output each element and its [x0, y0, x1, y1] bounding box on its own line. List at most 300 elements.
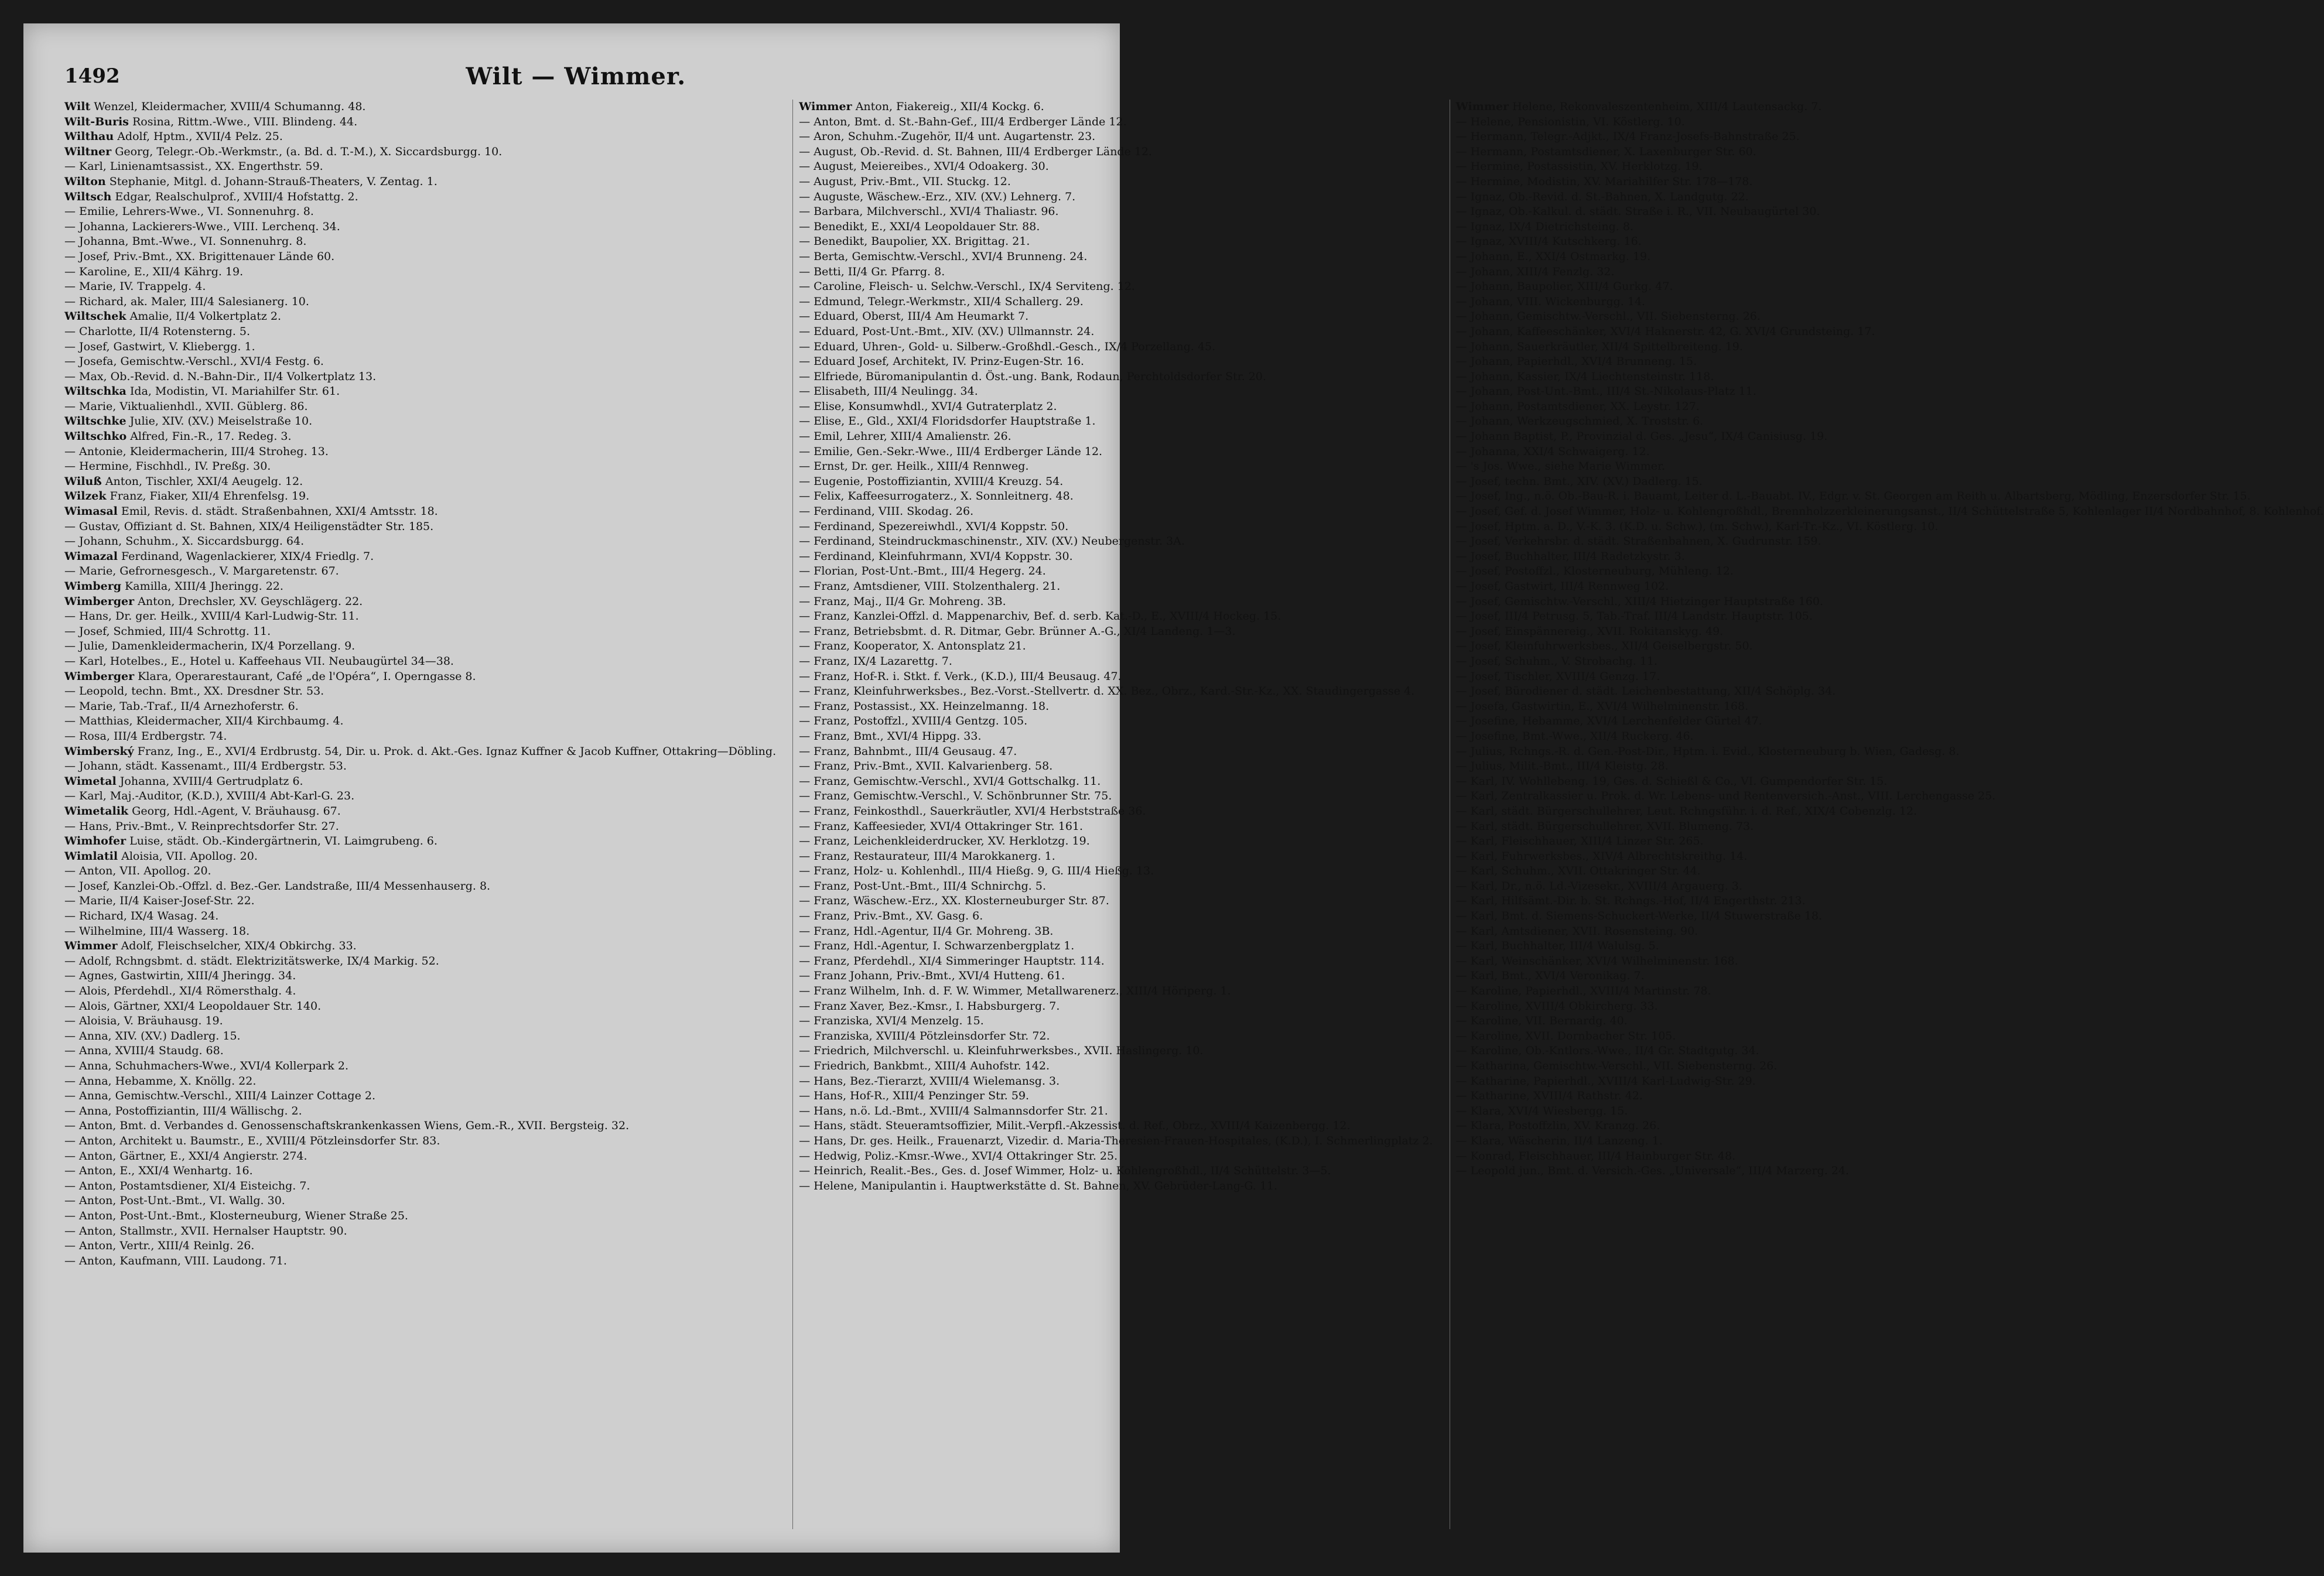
entry-text: — Franz, Bmt., XVI/4 Hippg. 33.: [799, 729, 982, 743]
entry-text: — Julie, Damenkleidermacherin, IX/4 Porzellang. 9.: [64, 640, 356, 653]
directory-entry: [1456, 265, 2324, 280]
directory-entry: [799, 594, 1433, 610]
entry-text: — Richard, IX/4 Wasag. 24.: [64, 910, 219, 923]
directory-entry: [799, 1044, 1433, 1059]
entry-surname: Wimmer: [1455, 100, 1509, 113]
entry-text: — Elise, Konsumwhdl., XVI/4 Gutraterplatz 2.: [799, 399, 1057, 413]
entry-text: — Josef, Tischler, XVIII/4 Genzg. 17.: [1455, 669, 1660, 683]
entry-text: — Josef, techn. Bmt., XIV. (XV.) Dadlerg. 15.: [1455, 474, 1703, 488]
entry-text: — Anton, Stallmstr., XVII. Hernalser Hauptstr. 90.: [64, 1224, 347, 1237]
directory-entry: [799, 354, 1433, 370]
directory-entry: [799, 159, 1433, 175]
directory-entry: [64, 864, 776, 879]
entry-text: — Anna, XIV. (XV.) Dadlerg. 15.: [64, 1029, 241, 1042]
entry-text: — Anna, Postoffiziantin, III/4 Wällischg. 2.: [64, 1104, 302, 1117]
directory-entry: [64, 1074, 776, 1089]
entry-text: — Johanna, XXI/4 Schwaigerg. 12.: [1455, 445, 1650, 458]
directory-entry: [799, 909, 1433, 924]
entry-text: — Johann, Gemischtw.-Verschl., VII. Siebensterng. 26.: [1455, 310, 1761, 323]
entry-text: — Hermann, Postamtsdiener, X. Laxenburger Str. 60.: [1455, 145, 1756, 158]
entry-text: Adolf, Hptm., XVII/4 Pelz. 25.: [117, 130, 283, 143]
entry-text: — Helene, Manipulantin i. Hauptwerkstätte d. St. Bahnen, XV. Gebrüder-Lang-G. 11.: [799, 1179, 1278, 1192]
entry-text: — Alois, Gärtner, XXI/4 Leopoldauer Str. 140.: [64, 999, 322, 1013]
entry-text: — Anna, Hebamme, X. Knöllg. 22.: [64, 1074, 257, 1088]
entry-text: — Matthias, Kleidermacher, XII/4 Kirchbaumg. 4.: [64, 715, 344, 728]
directory-entry: [799, 684, 1433, 699]
entry-text: Julie, XIV. (XV.) Meiselstraße 10.: [129, 415, 313, 428]
entry-surname: Wimazal: [64, 549, 118, 563]
entry-text: — Karl, Fleischhauer, XIII/4 Linzer Str. 265.: [1455, 835, 1704, 848]
page-header: [64, 59, 1079, 94]
directory-entry: [64, 639, 776, 654]
directory-entry: [799, 115, 1433, 130]
directory-entry: [1456, 879, 2324, 894]
directory-entry: [64, 175, 776, 190]
entry-text: — Hans, städt. Steueramtsoffizier, Milit.-Verpfl.-Akzessist. d. Ref., Obrz., XVIII/4 Kaizenbergg. 12.: [799, 1119, 1351, 1133]
directory-entry: [1456, 759, 2324, 774]
entry-text: — Franz, Postassist., XX. Heinzelmanng. 18.: [799, 699, 1050, 713]
directory-entry: [64, 100, 776, 115]
directory-entry: [1456, 819, 2324, 835]
directory-entry: [1456, 669, 2324, 685]
directory-entry: [1456, 279, 2324, 295]
directory-entry: [64, 354, 776, 370]
entry-surname: Wilzek: [64, 490, 107, 503]
entry-surname: Wiluß: [64, 474, 102, 488]
entry-text: — Karl, IV. Wohllebeng. 19, Ges. d. Schießl & Co., VI. Gumpendorfer Str. 15.: [1455, 774, 1888, 788]
entry-text: — Ernst, Dr. ger. Heilk., XIII/4 Rennweg.: [799, 460, 1029, 473]
directory-entry: [799, 834, 1433, 849]
directory-entry: [799, 370, 1433, 385]
directory-entry: [799, 1164, 1433, 1179]
entry-text: — Franz Johann, Priv.-Bmt., XVI/4 Hutteng. 61.: [799, 969, 1065, 983]
directory-entry: [1456, 924, 2324, 939]
directory-entry: [799, 234, 1433, 249]
directory-entry: [799, 1074, 1433, 1089]
entry-text: — Franz, Feinkosthdl., Sauerkräutler, XVI/4 Herbststraße 36.: [799, 804, 1146, 818]
directory-entry: [1456, 519, 2324, 535]
directory-entry: [1456, 1059, 2324, 1074]
directory-entry: [1456, 459, 2324, 474]
entry-text: — Franz, Priv.-Bmt., XVII. Kalvarienberg. 58.: [799, 760, 1053, 773]
directory-entry: [64, 909, 776, 924]
entry-text: — Ignaz, IX/4 Dietrichsteing. 8.: [1455, 220, 1633, 233]
directory-entry: [64, 654, 776, 669]
entry-surname: Wimhofer: [64, 835, 127, 848]
entry-surname: Wiltschek: [64, 310, 127, 323]
entry-text: — Helene, Pensionistin, VI. Köstlerg. 10.: [1455, 115, 1685, 128]
entry-text: — Ferdinand, VIII. Skodag. 26.: [799, 505, 974, 518]
directory-entry: [1456, 894, 2324, 909]
directory-entry: [799, 384, 1433, 399]
entry-text: Franz, Fiaker, XII/4 Ehrenfelsg. 19.: [110, 490, 310, 503]
entry-text: Rosina, Rittm.-Wwe., VIII. Blindeng. 44.: [132, 115, 358, 128]
entry-text: — Marie, IV. Trappelg. 4.: [64, 280, 206, 293]
entry-text: — Eduard, Oberst, III/4 Am Heumarkt 7.: [799, 310, 1029, 323]
entry-text: — Anton, VII. Apollog. 20.: [64, 864, 211, 878]
directory-entry: [799, 414, 1433, 429]
directory-entry: [64, 804, 776, 819]
directory-entry: [799, 579, 1433, 594]
entry-text: — Agnes, Gastwirtin, XIII/4 Jheringg. 34.: [64, 969, 296, 983]
directory-entry: [64, 459, 776, 474]
entry-text: — Josef, Kleinfuhrwerksbes., XII/4 Geiselbergstr. 50.: [1455, 640, 1753, 653]
directory-entry: [1456, 489, 2324, 504]
directory-entry: [1456, 789, 2324, 804]
entry-surname: Wimberger: [64, 594, 135, 608]
directory-entry: [799, 1029, 1433, 1044]
directory-entry: [799, 519, 1433, 535]
directory-entry: [64, 414, 776, 429]
entry-text: Emil, Revis. d. städt. Straßenbahnen, XXI/4 Amtsstr. 18.: [121, 505, 438, 518]
directory-entry: [1456, 999, 2324, 1014]
entry-text: — Auguste, Wäschew.-Erz., XIV. (XV.) Lehnerg. 7.: [799, 190, 1076, 203]
directory-entry: [64, 849, 776, 864]
directory-entry: [799, 654, 1433, 669]
directory-entry: [799, 969, 1433, 984]
entry-text: — Eduard Josef, Architekt, IV. Prinz-Eugen-Str. 16.: [799, 355, 1085, 368]
directory-entry: [1456, 474, 2324, 490]
entry-text: — Franz, Holz- u. Kohlenhdl., III/4 Hießg. 9, G. III/4 Hießg. 13.: [799, 864, 1154, 878]
directory-entry: [64, 370, 776, 385]
directory-entry: [799, 1119, 1433, 1134]
entry-text: — Franz, Kleinfuhrwerksbes., Bez.-Vorst.-Stellvertr. d. XX. Bez., Obrz., Kard.-Str.-Kz., XX. Staudingergasse 4.: [799, 685, 1415, 698]
directory-entry: [1456, 1089, 2324, 1104]
directory-entry: [64, 729, 776, 744]
directory-entry: [799, 429, 1433, 445]
entry-text: Georg, Hdl.-Agent, V. Bräuhausg. 67.: [132, 804, 341, 818]
entry-text: Adolf, Fleischselcher, XIX/4 Obkirchg. 33.: [121, 939, 357, 953]
directory-entry: [799, 954, 1433, 969]
entry-text: — Karl, Amtsdiener, XVII. Rosensteing. 90.: [1455, 924, 1698, 938]
entry-text: — Franz, Betriebsbmt. d. R. Ditmar, Gebr. Brünner A.-G., XI/4 Landeng. 1—3.: [799, 624, 1236, 638]
entry-text: Aloisia, VII. Apollog. 20.: [121, 849, 258, 863]
directory-entry: [64, 834, 776, 849]
directory-entry: [799, 100, 1433, 115]
entry-text: — Emilie, Gen.-Sekr.-Wwe., III/4 Erdberger Lände 12.: [799, 445, 1103, 458]
entry-text: — Anton, Post-Unt.-Bmt., Klosterneuburg, Wiener Straße 25.: [64, 1209, 408, 1222]
entry-text: — Hans, Hof-R., XIII/4 Penzinger Str. 59.: [799, 1089, 1030, 1103]
entry-text: — Karl, Linienamtsassist., XX. Engerthstr. 59.: [64, 160, 323, 173]
entry-text: — Hans, Dr. ger. Heilk., XVIII/4 Karl-Ludwig-Str. 11.: [64, 610, 359, 623]
entry-text: — Josef, Verkehrsbr. d. städt. Straßenbahnen, X. Gudrunstr. 159.: [1455, 535, 1821, 548]
directory-entry: [1456, 744, 2324, 760]
entry-surname: Wimberg: [64, 580, 121, 593]
entry-surname: Wimetal: [64, 774, 117, 788]
directory-entry: [799, 295, 1433, 310]
entry-text: — Johann, Werkzeugschmied, X. Troststr. 6.: [1455, 415, 1704, 428]
directory-entry: [64, 474, 776, 490]
directory-entry: [1456, 504, 2324, 519]
directory-entry: [1456, 1149, 2324, 1164]
entry-text: — Anna, XVIII/4 Staudg. 68.: [64, 1044, 224, 1058]
directory-entry: [64, 564, 776, 579]
directory-entry: [1456, 175, 2324, 190]
directory-entry: [64, 115, 776, 130]
directory-entry: [799, 1104, 1433, 1119]
entry-text: — Anton, Architekt u. Baumstr., E., XVIII/4 Pötzleinsdorfer Str. 83.: [64, 1134, 440, 1147]
directory-entry: [1456, 309, 2324, 324]
directory-entry: [799, 774, 1433, 789]
directory-entry: [799, 249, 1433, 265]
entry-text: — Marie, II/4 Kaiser-Josef-Str. 22.: [64, 894, 255, 908]
entry-text: — Franz, Kaffeesieder, XVI/4 Ottakringer Str. 161.: [799, 819, 1084, 833]
entry-text: — Elise, E., Gld., XXI/4 Floridsdorfer Hauptstraße 1.: [799, 415, 1096, 428]
entry-text: — Friedrich, Bankbmt., XIII/4 Auhofstr. 142.: [799, 1059, 1050, 1072]
entry-text: — Elisabeth, III/4 Neulingg. 34.: [799, 385, 978, 398]
directory-entry: [799, 265, 1433, 280]
directory-entry: [1456, 864, 2324, 879]
entry-text: — Klara, XVI/4 Wiesbergg. 15.: [1455, 1104, 1628, 1117]
entry-text: — Josef, Buchhalter, III/4 Radetzkystr. 3.: [1455, 549, 1685, 563]
entry-text: — Antonie, Kleidermacherin, III/4 Stroheg. 13.: [64, 445, 329, 458]
directory-entry: [799, 714, 1433, 729]
directory-entry: [799, 894, 1433, 909]
entry-text: — Josefa, Gastwirtin, E., XVI/4 Wilhelminenstr. 168.: [1455, 699, 1749, 713]
entry-text: — Johann, XIII/4 Fenzlg. 32.: [1455, 265, 1615, 278]
directory-entry: [64, 699, 776, 715]
directory-entry: [64, 1179, 776, 1194]
entry-text: — Hans, n.ö. Ld.-Bmt., XVIII/4 Salmannsdorfer Str. 21.: [799, 1104, 1108, 1117]
directory-entry: [799, 549, 1433, 565]
entry-surname: Wilt: [64, 100, 91, 113]
entry-text: — Franz, Hdl.-Agentur, II/4 Gr. Mohreng. 3B.: [799, 924, 1054, 938]
directory-entry: [1456, 939, 2324, 954]
directory-entry: [64, 129, 776, 145]
entry-text: — Ferdinand, Kleinfuhrmann, XVI/4 Koppstr. 30.: [799, 549, 1073, 563]
entry-text: — Max, Ob.-Revid. d. N.-Bahn-Dir., II/4 Volkertplatz 13.: [64, 370, 377, 383]
entry-text: — Eduard, Uhren-, Gold- u. Silberw.-Großhdl.-Gesch., IX/4 Porzellang. 45.: [799, 340, 1216, 353]
directory-entry: [799, 984, 1433, 999]
entry-text: Alfred, Fin.-R., 17. Redeg. 3.: [130, 430, 292, 443]
directory-entry: [1456, 204, 2324, 220]
directory-entry: [64, 265, 776, 280]
directory-entry: [799, 819, 1433, 835]
directory-entry: [64, 774, 776, 789]
entry-text: — Karoline, XVIII/4 Obkircherg. 33.: [1455, 999, 1658, 1013]
directory-entry: [1456, 249, 2324, 265]
directory-entry: [64, 445, 776, 460]
entry-text: — Katharine, Papierhdl., XVIII/4 Karl-Ludwig-Str. 29.: [1455, 1074, 1756, 1088]
entry-text: — Josef, Postoffzl., Klosterneuburg, Mühleng. 12.: [1455, 565, 1734, 578]
directory-entry: [799, 759, 1433, 774]
entry-text: — Karl, Bmt. d. Siemens-Schuckert-Werke, II/4 Stuwerstraße 18.: [1455, 910, 1823, 923]
directory-columns: [64, 100, 2324, 1529]
entry-text: — Benedikt, Baupolier, XX. Brigittag. 21.: [799, 235, 1030, 248]
directory-entry: [1456, 609, 2324, 624]
entry-text: — Katharine, XVIII/4 Rathstr. 42.: [1455, 1089, 1643, 1103]
directory-entry: [799, 939, 1433, 954]
directory-entry: [1456, 639, 2324, 654]
directory-entry: [1456, 1134, 2324, 1149]
entry-text: — Anton, Gärtner, E., XXI/4 Angierstr. 274.: [64, 1149, 307, 1163]
entry-text: — Franz, Amtsdiener, VIII. Stolzenthalerg. 21.: [799, 580, 1061, 593]
entry-text: — Karl, Dr., n.ö. Ld.-Vizesekr., XVIII/4 Argauerg. 3.: [1455, 879, 1742, 893]
directory-entry: [64, 309, 776, 324]
directory-entry: [1456, 190, 2324, 205]
entry-text: Franz, Ing., E., XVI/4 Erdbrustg. 54, Dir. u. Prok. d. Akt.-Ges. Ignaz Kuffner & Jacob Kuffner, Ottakring—Döbling.: [137, 744, 777, 758]
directory-entry: [64, 594, 776, 610]
entry-text: — Hans, Bez.-Tierarzt, XVIII/4 Wielemansg. 3.: [799, 1074, 1060, 1088]
directory-entry: [64, 429, 776, 445]
directory-entry: [1456, 295, 2324, 310]
entry-text: — Hermine, Fischhdl., IV. Preßg. 30.: [64, 460, 271, 473]
entry-text: — Johann Baptist, P., Provinzial d. Ges. „Jesu“, IX/4 Canisiusg. 19.: [1455, 430, 1828, 443]
directory-entry: [1456, 534, 2324, 549]
entry-text: — Leopold jun., Bmt. d. Versich.-Ges. „Universale“, III/4 Marzerg. 24.: [1455, 1164, 1850, 1178]
entry-text: — Felix, Kaffeesurrogaterz., X. Sonnleitnerg. 48.: [799, 490, 1074, 503]
entry-text: — Hans, Priv.-Bmt., V. Reinprechtsdorfer Str. 27.: [64, 819, 339, 833]
entry-text: — Aloisia, V. Bräuhausg. 19.: [64, 1014, 223, 1028]
directory-entry: [1456, 1104, 2324, 1119]
directory-entry: [799, 744, 1433, 760]
entry-surname: Wilton: [64, 175, 106, 188]
directory-entry: [64, 879, 776, 894]
entry-surname: Wimlatil: [64, 849, 118, 863]
entry-text: — Karoline, XVII. Dornbacher Str. 105.: [1455, 1029, 1676, 1042]
directory-entry: [799, 534, 1433, 549]
entry-text: Johanna, XVIII/4 Gertrudplatz 6.: [119, 774, 303, 788]
entry-text: — Josef, Gastwirt, V. Kliebergg. 1.: [64, 340, 255, 353]
directory-entry: [64, 1044, 776, 1059]
entry-surname: Wiltschke: [64, 415, 127, 428]
directory-entry: [64, 159, 776, 175]
entry-text: — Caroline, Fleisch- u. Selchw.-Verschl., IX/4 Serviteng. 12.: [799, 280, 1135, 293]
column-2: [792, 100, 1433, 1529]
entry-surname: Wiltschko: [64, 430, 127, 443]
entry-text: — 's Jos. Wwe., siehe Marie Wimmer.: [1455, 460, 1666, 473]
entry-text: — Franz, Leichenkleiderdrucker, XV. Herklotzg. 19.: [799, 835, 1090, 848]
entry-text: — Katharina, Gemischtw.-Verschl., VII. Siebensterng. 26.: [1455, 1059, 1778, 1072]
entry-text: — Franz, Restaurateur, III/4 Marokkanerg. 1.: [799, 849, 1055, 863]
entry-text: Helene, Rekonvaleszentenheim, XIII/4 Lautensackg. 7.: [1512, 100, 1822, 113]
entry-text: — Eduard, Post-Unt.-Bmt., XIV. (XV.) Ullmannstr. 24.: [799, 324, 1095, 338]
directory-entry: [799, 699, 1433, 715]
directory-entry: [799, 804, 1433, 819]
directory-entry: [64, 534, 776, 549]
entry-text: — Anton, Kaufmann, VIII. Laudong. 71.: [64, 1254, 287, 1267]
entry-text: — Karoline, VII. Bernardg. 40.: [1455, 1014, 1628, 1028]
entry-text: — Josef, Gef. d. Josef Wimmer, Holz- u. Kohlengroßhdl., Brennholzzerkleinerungsanst., II/4 Schüttelstraße 5, Kohlenlager II/4 Nordbahnhof, 8. Kohlenhof.: [1455, 505, 2324, 518]
entry-text: — Franz, Hdl.-Agentur, I. Schwarzenbergplatz 1.: [799, 939, 1075, 953]
directory-page: [23, 23, 2324, 1553]
entry-text: — Franz, Maj., II/4 Gr. Mohreng. 3B.: [799, 594, 1006, 608]
entry-text: — Josef, Schuhm., V. Strobachg. 11.: [1455, 654, 1658, 668]
directory-entry: [1456, 1164, 2324, 1179]
directory-entry: [1456, 220, 2324, 235]
entry-text: — Hermine, Modistin, XV. Mariahilfer Str. 178—178.: [1455, 175, 1753, 188]
directory-entry: [1456, 684, 2324, 699]
directory-entry: [64, 894, 776, 909]
directory-entry: [799, 564, 1433, 579]
entry-text: — Ferdinand, Steindruckmaschinenstr., XIV. (XV.) Neubergenstr. 3A.: [799, 535, 1185, 548]
entry-text: — Julius, Rchngs.-R. d. Gen.-Post-Dir., Hptm. i. Evid., Klosterneuburg b. Wien, Gadesg. 8.: [1455, 744, 1960, 758]
directory-entry: [1456, 445, 2324, 460]
directory-entry: [64, 924, 776, 939]
directory-entry: [799, 639, 1433, 654]
entry-text: — Karl, Zentralkassier u. Prok. d. Wr. Lebens- und Rentenversich.-Anst., VIII. Lerchengasse 25.: [1455, 789, 1996, 803]
entry-text: — Anton, Vertr., XIII/4 Reinlg. 26.: [64, 1239, 255, 1253]
directory-entry: [64, 939, 776, 954]
entry-text: — Florian, Post-Unt.-Bmt., III/4 Hegerg. 24.: [799, 565, 1046, 578]
directory-entry: [799, 175, 1433, 190]
directory-entry: [799, 1014, 1433, 1029]
entry-text: — Josef, III/4 Petrusg. 5, Tab.-Traf. III/4 Landstr. Hauptstr. 105.: [1455, 610, 1813, 623]
directory-entry: [64, 324, 776, 340]
entry-text: — Adolf, Rchngsbmt. d. städt. Elektrizitätswerke, IX/4 Markig. 52.: [64, 954, 439, 968]
directory-entry: [799, 340, 1433, 355]
directory-entry: [799, 474, 1433, 490]
entry-text: — Franz, Bahnbmt., III/4 Geusaug. 47.: [799, 744, 1017, 758]
directory-entry: [1456, 969, 2324, 984]
entry-text: — Karl, Hilfsämt.-Dir. b. St. Rchngs.-Hof, II/4 Engerthstr. 213.: [1455, 894, 1806, 908]
directory-entry: [1456, 594, 2324, 610]
entry-text: — Franz Wilhelm, Inh. d. F. W. Wimmer, Metallwarenerz., XIII/4 Höriperg. 1.: [799, 984, 1231, 998]
directory-entry: [799, 1149, 1433, 1164]
entry-text: — Hermine, Postassistin, XV. Herklotzg. 19.: [1455, 160, 1703, 173]
entry-text: — Emilie, Lehrers-Wwe., VI. Sonnenuhrg. 8.: [64, 205, 314, 218]
entry-text: — Johann, Postamtsdiener, XX. Leystr. 127.: [1455, 399, 1700, 413]
directory-entry: [1456, 384, 2324, 399]
directory-entry: [799, 624, 1433, 640]
directory-entry: [799, 145, 1433, 160]
entry-text: — Franz, Wäschew.-Erz., XX. Klosterneuburger Str. 87.: [799, 894, 1109, 908]
directory-entry: [1456, 624, 2324, 640]
entry-text: — Karoline, E., XII/4 Kährg. 19.: [64, 265, 244, 278]
entry-text: — Josef, Einspännereig., XVII. Rokitanskyg. 49.: [1455, 624, 1724, 638]
directory-entry: [799, 459, 1433, 474]
entry-text: Ida, Modistin, VI. Mariahilfer Str. 61.: [129, 385, 340, 398]
entry-text: — Rosa, III/4 Erdbergstr. 74.: [64, 729, 227, 743]
entry-text: — Klara, Postoffzlin, XV. Kranzg. 26.: [1455, 1119, 1660, 1133]
entry-text: Anton, Drechsler, XV. Geyschlägerg. 22.: [138, 594, 363, 608]
directory-entry: [799, 399, 1433, 415]
directory-entry: [1456, 115, 2324, 130]
entry-surname: Wilthau: [64, 130, 114, 143]
directory-entry: [64, 609, 776, 624]
directory-entry: [1456, 699, 2324, 715]
entry-text: — Marie, Tab.-Traf., II/4 Arnezhoferstr. 6.: [64, 699, 299, 713]
directory-entry: [1456, 399, 2324, 415]
entry-text: — Johann, Kaffeeschänker, XVI/4 Haknerstr. 42, G. XVI/4 Grundsteing. 17.: [1455, 324, 1875, 338]
directory-entry: [64, 999, 776, 1014]
directory-entry: [1456, 324, 2324, 340]
directory-entry: [64, 1014, 776, 1029]
entry-text: — Anton, Bmt. d. Verbandes d. Genossenschaftskrankenkassen Wiens, Gem.-R., XVII. Bergsteig. 32.: [64, 1119, 630, 1133]
directory-entry: [799, 1179, 1433, 1194]
directory-entry: [64, 249, 776, 265]
entry-text: — Hedwig, Poliz.-Kmsr.-Wwe., XVI/4 Ottakringer Str. 25.: [799, 1149, 1118, 1163]
directory-entry: [1456, 145, 2324, 160]
entry-text: — Johann, städt. Kassenamt., III/4 Erdbergstr. 53.: [64, 760, 347, 773]
entry-text: — Eugenie, Postoffiziantin, XVIII/4 Kreuzg. 54.: [799, 474, 1064, 488]
directory-entry: [1456, 1029, 2324, 1044]
directory-entry: [64, 519, 776, 535]
entry-surname: Wimmer: [799, 100, 852, 113]
directory-entry: [799, 129, 1433, 145]
directory-entry: [64, 789, 776, 804]
entry-text: — Heinrich, Realit.-Bes., Ges. d. Josef Wimmer, Holz- u. Kohlengroßhdl., II/4 Schüttelstr. 3—5.: [799, 1164, 1331, 1178]
directory-entry: [64, 1149, 776, 1164]
directory-entry: [1456, 804, 2324, 819]
entry-text: — Anton, Postamtsdiener, XI/4 Eisteichg. 7.: [64, 1179, 310, 1192]
entry-text: Wenzel, Kleidermacher, XVIII/4 Schumanng. 48.: [94, 100, 366, 113]
directory-entry: [64, 624, 776, 640]
entry-text: — Josef, Bürodiener d. städt. Leichenbestattung, XII/4 Schöplg. 34.: [1455, 685, 1836, 698]
entry-text: — Franz, IX/4 Lazarettg. 7.: [799, 654, 952, 668]
entry-text: Stephanie, Mitgl. d. Johann-Strauß-Theaters, V. Zentag. 1.: [109, 175, 438, 188]
entry-text: — Karl, Hotelbes., E., Hotel u. Kaffeehaus VII. Neubaugürtel 34—38.: [64, 654, 454, 668]
